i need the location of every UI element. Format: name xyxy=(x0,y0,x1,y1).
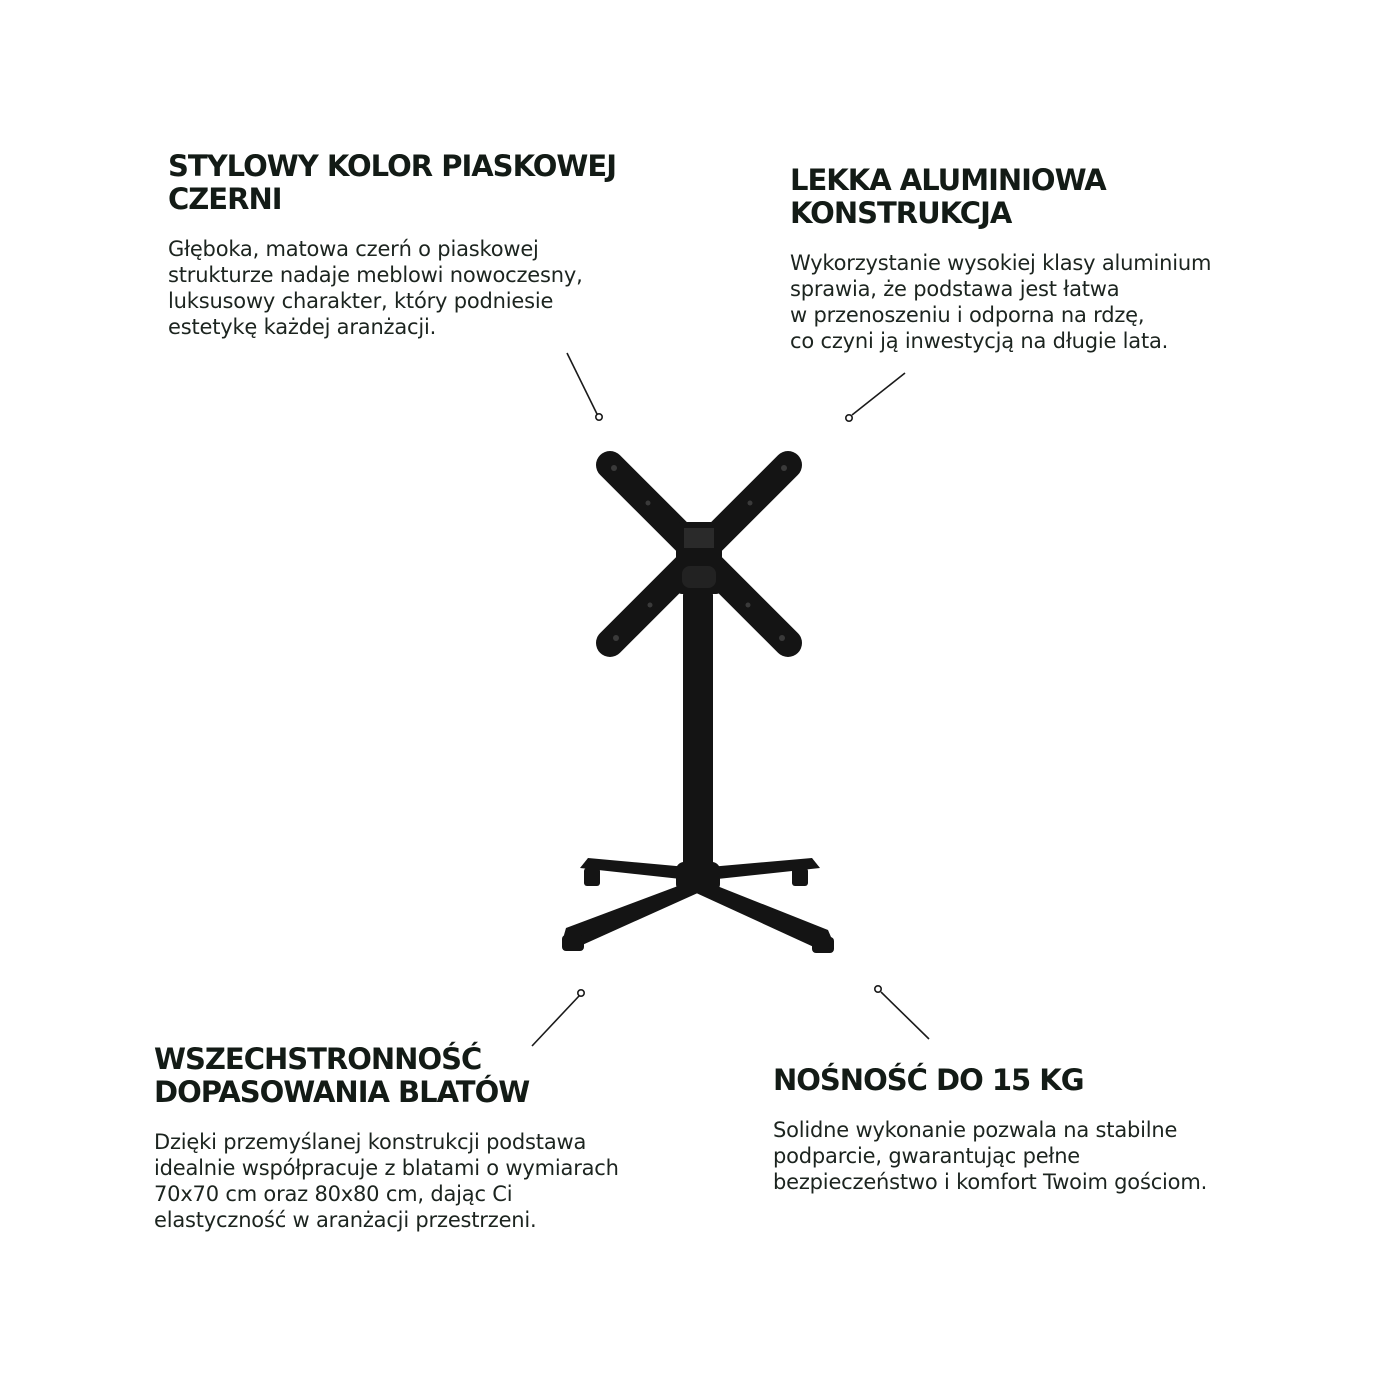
feature-description: Dzięki przemyślanej konstrukcji podstawa idealnie współpracuje z blatami o wymiarach 70x70 cm oraz 80x80 cm, dając Ci elastyczność w aranżacji przestrzeni. xyxy=(154,1130,619,1232)
feature-title: LEKKA ALUMINIOWA KONSTRUKCJA xyxy=(790,163,1106,230)
feature-color xyxy=(168,150,688,340)
feature-construction xyxy=(790,164,1310,354)
leader-line-bottom-right xyxy=(881,992,929,1039)
column xyxy=(683,592,713,872)
leader-dot-top-left xyxy=(596,414,602,420)
feature-description: Wykorzystanie wysokiej klasy aluminium sprawia, że podstawa jest łatwa w przenoszeniu i odporna na rdzę, co czyni ją inwestycją na długie lata. xyxy=(790,251,1212,353)
leader-line-bottom-left xyxy=(532,996,579,1046)
leader-line-top-right xyxy=(852,373,905,415)
feature-description: Solidne wykonanie pozwala na stabilne podparcie, gwarantując pełne bezpieczeństwo i komfort Twoim gościom. xyxy=(773,1118,1208,1194)
foot xyxy=(562,858,834,953)
feature-title: NOŚNOŚĆ DO 15 KG xyxy=(773,1063,1084,1097)
feature-title: WSZECHSTRONNOŚĆ DOPASOWANIA BLATÓW xyxy=(154,1042,530,1109)
leader-lines xyxy=(532,353,929,1046)
table-base xyxy=(562,465,834,953)
feature-title: STYLOWY KOLOR PIASKOWEJ CZERNI xyxy=(168,149,616,216)
feature-versatility xyxy=(154,1043,714,1233)
leader-line-top-left xyxy=(567,353,597,414)
leader-dot-bottom-left xyxy=(578,990,584,996)
feature-description: Głęboka, matowa czerń o piaskowej strukturze nadaje meblowi nowoczesny, luksusowy charakter, który podniesie estetykę każdej aranżacji. xyxy=(168,237,583,339)
leader-dot-bottom-right xyxy=(875,986,881,992)
leader-dot-top-right xyxy=(846,415,852,421)
feature-load-capacity xyxy=(773,1064,1333,1195)
